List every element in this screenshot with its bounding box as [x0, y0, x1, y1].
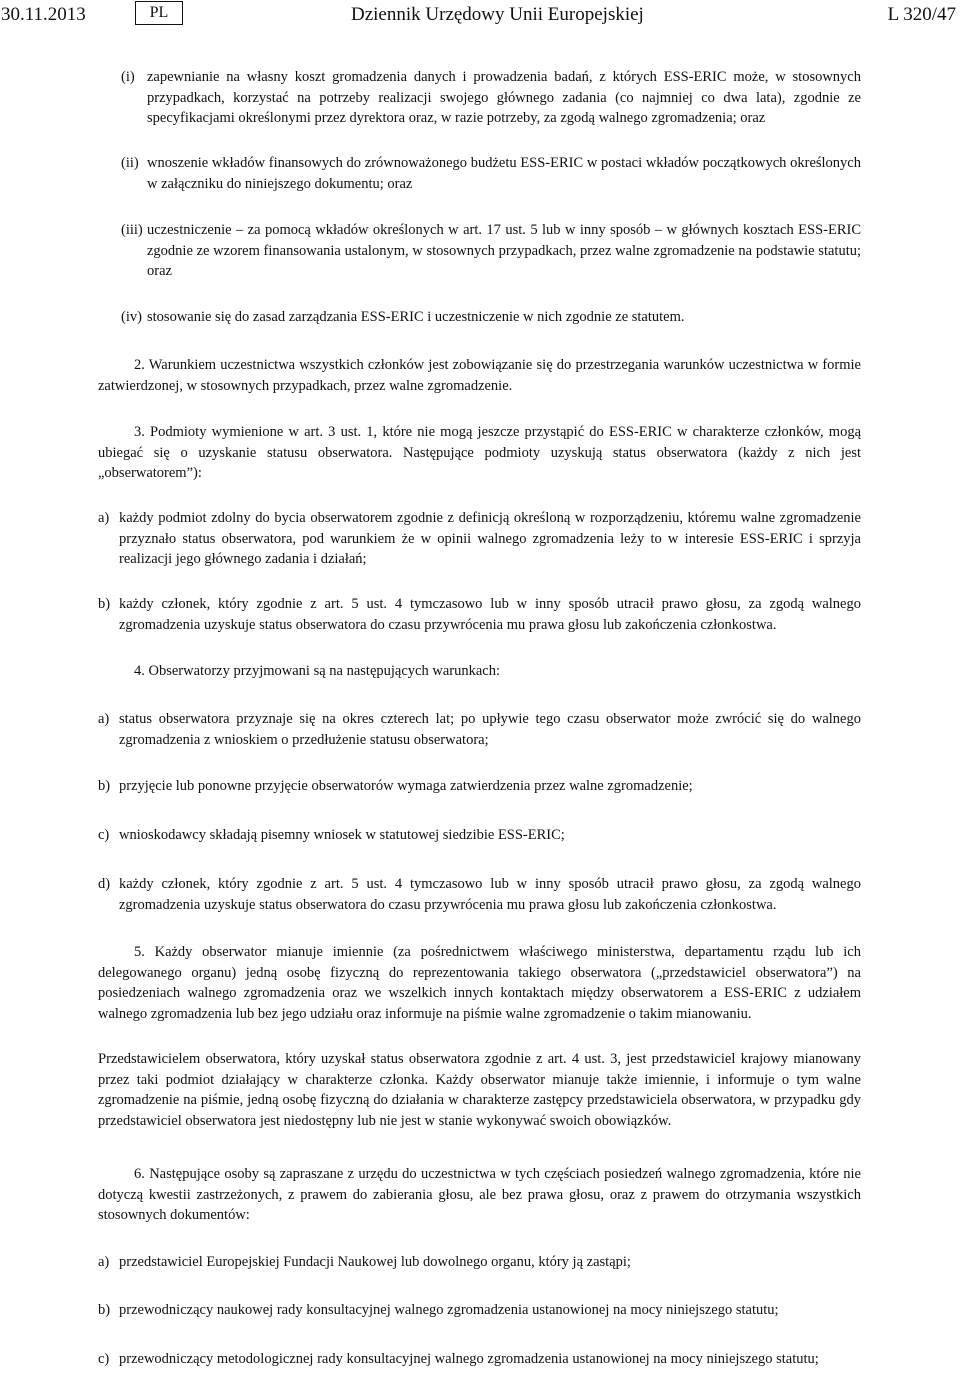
- list-item-text: przyjęcie lub ponowne przyjęcie obserwatorów wymaga zatwierdzenia przez walne zgromadzenie;: [119, 778, 693, 794]
- list-marker: c): [98, 1351, 110, 1367]
- paragraph-number: 5.: [134, 944, 145, 960]
- list-item-text: stosowanie się do zasad zarządzania ESS-ERIC i uczestniczenie w nich zgodnie ze statutem.: [147, 309, 685, 325]
- list-marker: b): [98, 778, 111, 794]
- list-item-text: wnioskodawcy składają pisemny wniosek w statutowej siedzibie ESS-ERIC;: [119, 827, 565, 843]
- paragraph-text: 3. Podmioty wymienione w art. 3 ust. 1, które nie mogą jeszcze przystąpić do ESS-ERIC w charakterze członków, mogą ubiegać się o uzyskanie statusu obserwatora. Następujące podmioty uzyskują status obserwatora (każdy z nich jest „obserwatorem”):: [98, 424, 862, 482]
- paragraph-text: Przedstawicielem obserwatora, który uzyskał status obserwatora zgodnie z art. 4 ust. 3, jest przedstawiciel krajowy mianowany przez taki podmiot działający w charakterze członka. Każdy obserwator mianuje także imiennie, i informuje o tym walne zgromadzenie na piśmie, jedną osobę fizyczną do działania w charakterze zastępcy przedstawiciela obserwatora, w przypadku gdy przedstawiciel obserwatora jest niedostępny lub nie jest w stanie wykonywać swoich obowiązków.: [98, 1051, 861, 1130]
- list-marker: d): [98, 876, 111, 892]
- journal-title: Dziennik Urzędowy Unii Europejskiej: [351, 4, 644, 25]
- page-reference: L 320/47: [887, 4, 956, 25]
- paragraph-number: 2.: [134, 357, 145, 373]
- paragraph-text: 2. Warunkiem uczestnictwa wszystkich członków jest zobowiązanie się do przestrzegania warunków uczestnictwa w formie zatwierdzonej, w stosownych przypadkach, przez walne zgromadzenie.: [98, 357, 861, 394]
- list-marker: (iv): [121, 309, 142, 325]
- list-marker: b): [98, 1302, 111, 1318]
- list-marker: c): [98, 827, 110, 843]
- list-item-text: przewodniczący naukowej rady konsultacyjnej walnego zgromadzenia ustanowionej na mocy niniejszego statutu;: [119, 1302, 779, 1318]
- paragraph-text: 5. Każdy obserwator mianuje imiennie (za pośrednictwem właściwego ministerstwa, departamentu rządu lub ich delegowanego organu) jedną osobę fizyczną do reprezentowania takiego obserwatora („przedstawiciel obserwatora”) na posiedzeniach walnego zgromadzenia oraz we wszelkich innych kontaktach między obserwatorem a ESS-ERIC z udziałem walnego zgromadzenia lub bez jego udziału oraz informuje na piśmie walne zgromadzenie o takim mianowaniu.: [98, 944, 861, 1023]
- paragraph-number: 4.: [134, 663, 145, 679]
- paragraph-number: 3.: [134, 424, 145, 440]
- paragraph-text: 6. Następujące osoby są zapraszane z urzędu do uczestnictwa w tych częściach posiedzeń walnego zgromadzenia, które nie dotyczą kwestii zastrzeżonych, z prawem do zabierania głosu, ale bez prawa głosu, oraz z prawem do otrzymania wszystkich stosownych dokumentów:: [98, 1166, 861, 1224]
- list-marker: (ii): [121, 155, 139, 171]
- paragraph-text: 4. Obserwatorzy przyjmowani są na następujących warunkach:: [134, 663, 500, 679]
- paragraph-number: 6.: [134, 1166, 145, 1182]
- language-badge: PL: [135, 1, 183, 25]
- list-item-text: każdy członek, który zgodnie z art. 5 ust. 4 tymczasowo lub w inny sposób utracił prawo głosu, za zgodą walnego zgromadzenia uzyskuje status obserwatora do czasu przywrócenia mu prawa głosu lub zakończenia członkostwa.: [119, 876, 861, 913]
- page-header: [0, 0, 960, 40]
- list-marker: a): [98, 1254, 110, 1270]
- list-marker: (iii): [121, 222, 143, 238]
- publication-date: 30.11.2013: [1, 4, 86, 25]
- list-item-text: przedstawiciel Europejskiej Fundacji Naukowej lub dowolnego organu, który ją zastąpi;: [119, 1254, 631, 1270]
- list-item-text: przewodniczący metodologicznej rady konsultacyjnej walnego zgromadzenia ustanowionej na mocy niniejszego statutu;: [119, 1351, 819, 1367]
- list-item-text: każdy podmiot zdolny do bycia obserwatorem zgodnie z definicją określoną w rozporządzeniu, któremu walne zgromadzenie przyznało status obserwatora, pod warunkiem że w opinii walnego zgromadzenia leży to w interesie ESS-ERIC i sprzyja realizacji jego głównego zadania i działań;: [119, 510, 861, 568]
- list-item-text: status obserwatora przyznaje się na okres czterech lat; po upływie tego czasu obserwator może zwrócić się do walnego zgromadzenia z wnioskiem o przedłużenie statusu obserwatora;: [119, 711, 861, 748]
- list-marker: b): [98, 596, 111, 612]
- list-marker: (i): [121, 69, 135, 85]
- list-item-text: zapewnianie na własny koszt gromadzenia danych i prowadzenia badań, z których ESS-ERIC może, w stosownych przypadkach, korzystać na potrzeby realizacji swojego głównego zadania (co najmniej co dwa lata), zgodnie ze specyfikacjami określonymi przez dyrektora oraz, w razie potrzeby, za zgodą walnego zgromadzenia; oraz: [147, 69, 861, 127]
- list-item-text: uczestniczenie – za pomocą wkładów określonych w art. 17 ust. 5 lub w inny sposób – w głównych kosztach ESS-ERIC zgodnie ze wzorem finansowania ustalonym, w stosownych przypadkach, przez walne zgromadzenie na podstawie statutu; oraz: [147, 222, 861, 280]
- list-marker: a): [98, 510, 110, 526]
- list-item-text: wnoszenie wkładów finansowych do zrównoważonego budżetu ESS-ERIC w postaci wkładów początkowych określonych w załączniku do niniejszego dokumentu; oraz: [147, 155, 861, 192]
- list-marker: a): [98, 711, 110, 727]
- list-item-text: każdy członek, który zgodnie z art. 5 ust. 4 tymczasowo lub w inny sposób utracił prawo głosu, za zgodą walnego zgromadzenia uzyskuje status obserwatora do czasu przywrócenia mu prawa głosu lub zakończenia członkostwa.: [119, 596, 861, 633]
